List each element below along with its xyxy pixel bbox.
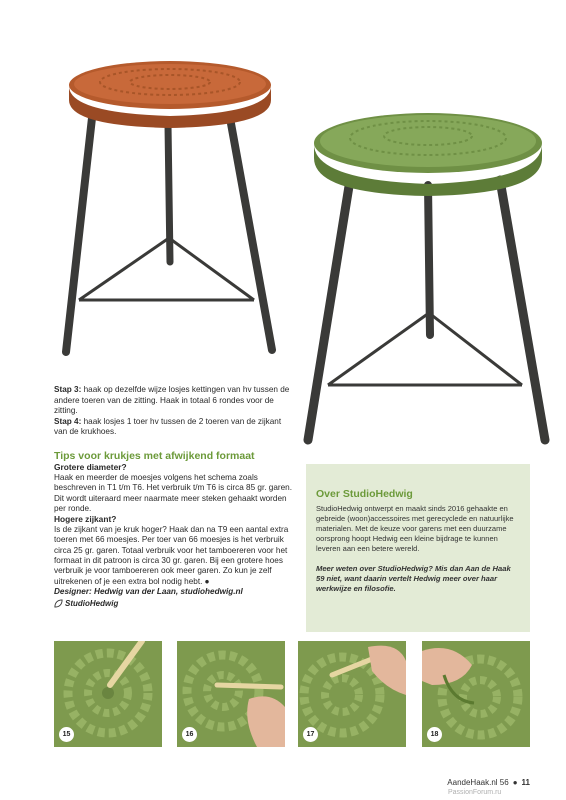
step-photos (54, 641, 532, 747)
step-3 (54, 385, 294, 417)
step-3-label: Stap 3: (54, 385, 82, 394)
tips-heading-diameter: Grotere diameter? (54, 462, 127, 473)
step-photo-17 (298, 641, 406, 747)
about-body: StudioHedwig ontwerpt en maakt sinds 2016 gehaakte en gebreide (woon)accessoires met gerecyclede en natuurlijke materialen. Met de keuze voor garens met een duurzame oorsprong hoopt Hedwig een kleine bijdrage te kunnen leveren aan een betere wereld. (316, 504, 514, 553)
orange-stool (66, 61, 272, 352)
step-photo-18 (422, 641, 530, 747)
tips-heading-side: Hogere zijkant? (54, 514, 117, 525)
about-box (306, 464, 530, 632)
watermark: PassionForum.ru (448, 789, 502, 796)
tips-paragraph-side: Is de zijkant van je kruk hoger? Haak dan na T9 een aantal extra toeren met 66 moesjes. Per toer van 66 moesjes is het verbruik circa 25 gr. garen. Totaal verbruik voor het tamboereren voor het formaat in dit patroon is circa 30 gr. garen. Bij een grotere hoes verbruik je voor tamboereren ook meer garen. Zo kun je zelf uitrekenen of je een extra bol nodig hebt. ● (54, 524, 289, 586)
step-number: 17 (303, 727, 318, 742)
step-number: 18 (427, 727, 442, 742)
step-number: 16 (182, 727, 197, 742)
tips-title: Tips voor krukjes met afwijkend formaat (54, 450, 255, 462)
page-number: 11 (521, 778, 530, 787)
step-number: 15 (59, 727, 74, 742)
step-3-text: haak op dezelfde wijze losjes kettingen van hv tussen de andere toeren van de zitting. Haak in totaal 6 rondes voor de zitting. (54, 385, 290, 416)
step-4-label: Stap 4: (54, 416, 82, 426)
tips-section (54, 451, 294, 609)
designer-credit: Designer: Hedwig van der Laan, studiohedwig.nl (54, 587, 243, 597)
green-stool (308, 113, 545, 440)
brand-name: StudioHedwig (65, 598, 119, 608)
steps-text (54, 385, 294, 438)
leaf-icon (54, 599, 63, 608)
about-title: Over StudioHedwig (316, 488, 413, 500)
page-footer (410, 778, 530, 787)
brand-logo (54, 599, 294, 609)
step-photo-16 (177, 641, 285, 747)
step-photo-15 (54, 641, 162, 747)
tips-paragraph-diameter: Haak en meerder de moesjes volgens het schema zoals beschreven in T1 t/m T6. Het verbruik t/m T6 is circa 85 gr. garen. Dit wordt uiteraard meer naarmate meer steken gehaakt worden per ronde. (54, 472, 292, 514)
footer-site: AandeHaak.nl 56 (447, 778, 509, 787)
step-4 (54, 417, 294, 438)
footer-bullet-icon: ● (512, 778, 518, 787)
about-more: Meer weten over StudioHedwig? Mis dan Aan de Haak 59 niet, want daarin vertelt Hedwig meer over haar werkwijze en filosofie. (316, 564, 511, 593)
step-4-text: haak losjes 1 toer hv tussen de 2 toeren van de zijkant van de krukhoes. (54, 416, 282, 437)
